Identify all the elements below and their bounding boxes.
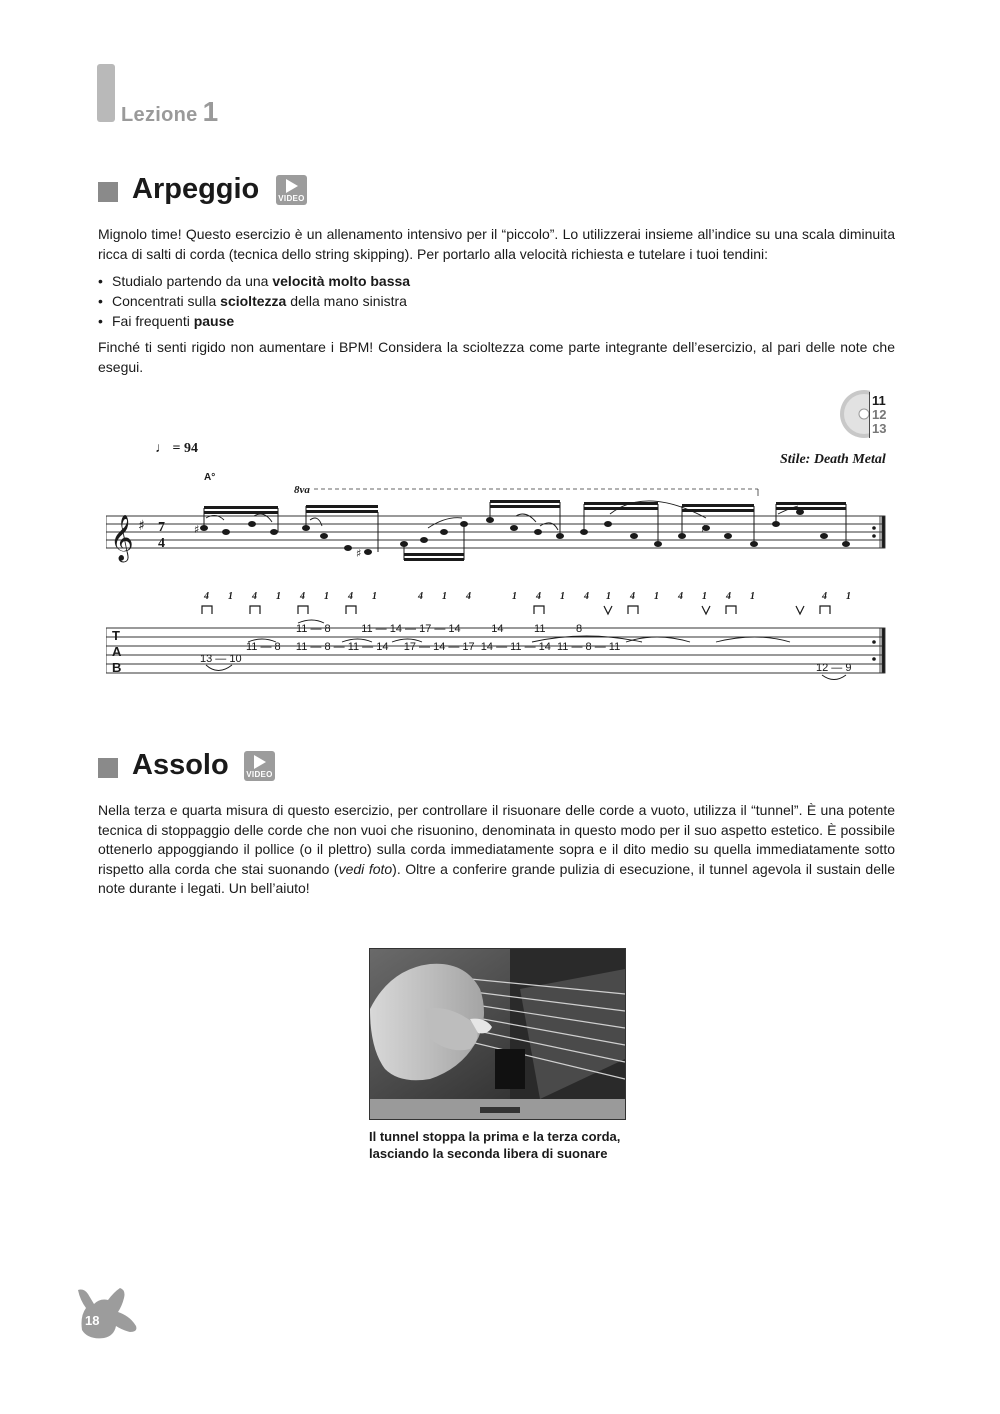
svg-text:4: 4 <box>300 591 305 602</box>
assolo-text-part: Nella terza e quarta misura di questo esercizio, per controllare il risuonare delle corde a vuoto, utilizza il “tunnel”. È una potente tecnica di stoppaggio delle corde che non vuoi che risuonino, denominata in questo modo per il suo aspetto estetico. È possibile ottenerlo appoggiando il pollice (o il plettro) sulla corda immediatamente sopra e il dito medio su quella immediatamente sotto rispetto alla corda che stai suonando ( <box>98 802 895 877</box>
pick-strokes <box>202 606 830 614</box>
photo-caption-line-2: lasciando la seconda libera di suonare <box>369 1146 608 1161</box>
list-item-text: della mano sinistra <box>286 293 407 309</box>
tab-row-3b: 12 — 9 <box>816 662 852 674</box>
guitar-hand-photo-icon <box>370 949 625 1119</box>
tab-clef <box>112 628 122 675</box>
treble-clef-icon: 𝄞 <box>110 515 134 561</box>
lesson-bar <box>97 64 115 122</box>
svg-text:4: 4 <box>822 591 827 602</box>
svg-text:4: 4 <box>418 591 423 602</box>
rock-hand-mascot-icon <box>74 1286 140 1340</box>
chord-symbol: A° <box>204 472 216 483</box>
svg-text:1: 1 <box>846 591 851 602</box>
cd-track-2: 12 <box>872 407 887 422</box>
svg-text:1: 1 <box>750 591 755 602</box>
svg-text:1: 1 <box>228 591 233 602</box>
video-badge-label: VIDEO <box>278 194 305 203</box>
key-signature-sharp-icon: ♯ <box>138 518 145 534</box>
list-item <box>98 311 878 331</box>
sharp-accidental-icon: ♯ <box>356 547 362 560</box>
assolo-text <box>98 801 895 899</box>
arpeggio-outro <box>98 338 895 377</box>
svg-text:4: 4 <box>466 591 471 602</box>
tunnel-technique-photo <box>369 948 626 1120</box>
sharp-accidental-icon: ♯ <box>194 523 200 536</box>
lesson-number: 1 <box>202 96 219 127</box>
section-title-arpeggio: Arpeggio <box>132 173 260 205</box>
cd-track-3: 13 <box>872 421 887 436</box>
video-badge-assolo[interactable] <box>244 751 275 781</box>
time-signature-top: 7 <box>158 520 165 535</box>
tab-letter-b: B <box>112 660 122 675</box>
arpeggio-outro-text: Finché ti senti rigido non aumentare i BPM! Considera la scioltezza come parte integrante dell’esercizio, al pari delle note che esegui. <box>98 339 895 375</box>
svg-text:4: 4 <box>584 591 589 602</box>
play-icon <box>286 179 298 193</box>
svg-text:4: 4 <box>678 591 683 602</box>
section-title-assolo: Assolo <box>132 749 229 781</box>
play-icon <box>254 755 266 769</box>
list-item-bold: scioltezza <box>220 293 287 309</box>
section-marker-icon <box>98 182 118 202</box>
svg-text:4: 4 <box>204 591 209 602</box>
section-marker-icon <box>98 758 118 778</box>
svg-text:4: 4 <box>726 591 731 602</box>
arpeggio-intro-text: Mignolo time! Questo esercizio è un allenamento intensivo per il “piccolo”. Lo utilizzerai insieme all’indice su una scala diminuita ricca di salti di corda (tecnica dello string skipping). Per portarlo alla velocità richiesta e tutelare i tuoi tendini: <box>98 226 895 262</box>
svg-text:1: 1 <box>654 591 659 602</box>
svg-text:1: 1 <box>702 591 707 602</box>
list-item <box>98 291 878 311</box>
svg-text:4: 4 <box>348 591 353 602</box>
list-item-text: Fai frequenti <box>112 313 194 329</box>
list-item-text: Concentrati sulla <box>112 293 221 309</box>
tab-row-2: 11 — 8 11 — 8 — 11 — 14 17 — 14 — 17 14 — 11 — 14 11 — 8 — 11 <box>246 641 621 653</box>
arpeggio-intro <box>98 225 895 264</box>
photo-caption <box>369 1128 669 1162</box>
page-number: 18 <box>85 1313 100 1328</box>
list-item-text: Studialo partendo da una <box>112 273 273 289</box>
accent-marking: / <box>702 524 705 533</box>
assolo-text-italic: vedi foto <box>338 860 393 877</box>
video-badge-arpeggio[interactable] <box>276 175 307 205</box>
music-notation <box>106 478 892 683</box>
tab-letter-t: T <box>112 628 120 643</box>
beam-bars <box>204 500 846 561</box>
video-badge-label: VIDEO <box>246 770 273 779</box>
svg-text:1: 1 <box>606 591 611 602</box>
style-label: Stile: Death Metal <box>780 452 886 467</box>
cd-track-icon <box>838 388 898 440</box>
fingering-row <box>203 591 851 602</box>
svg-text:4: 4 <box>536 591 541 602</box>
svg-text:4: 4 <box>252 591 257 602</box>
list-item-bold: pause <box>193 313 235 329</box>
tab-row-3a: 13 — 10 <box>200 653 242 665</box>
svg-text:4: 4 <box>630 591 635 602</box>
svg-text:1: 1 <box>512 591 517 602</box>
svg-text:1: 1 <box>276 591 281 602</box>
svg-text:1: 1 <box>372 591 377 602</box>
arpeggio-tips-list <box>98 271 878 331</box>
lesson-label <box>121 96 218 128</box>
assolo-paragraph <box>98 801 895 899</box>
octave-marking: 8va <box>294 484 310 496</box>
svg-text:1: 1 <box>324 591 329 602</box>
lesson-label-text: Lezione <box>121 104 198 126</box>
list-item <box>98 271 878 291</box>
list-item-bold: velocità molto bassa <box>272 273 411 289</box>
tempo-marking: ♩ = 94 <box>155 441 198 456</box>
tab-numbers <box>200 623 851 674</box>
tab-letter-a: A <box>112 644 122 659</box>
photo-caption-line-1: Il tunnel stoppa la prima e la terza corda, <box>369 1129 621 1144</box>
tab-row-1: 11 — 8 11 — 14 — 17 — 14 14 11 8 <box>296 623 583 635</box>
svg-text:1: 1 <box>560 591 565 602</box>
svg-text:1: 1 <box>442 591 447 602</box>
time-signature-bottom: 4 <box>158 536 165 551</box>
cd-track-1: 11 <box>872 393 886 408</box>
assolo-text-part: ). Oltre a conferire grande pulizia di esecuzione, il tunnel agevola il sustain delle note durante i legati. Un bell’aiuto! <box>98 860 895 896</box>
